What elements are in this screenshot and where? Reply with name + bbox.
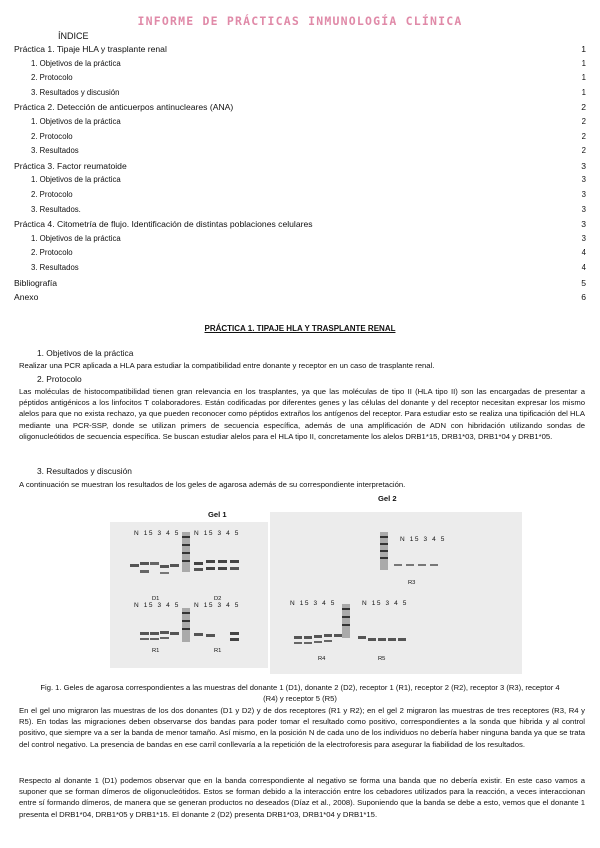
- gel2-image: [270, 512, 522, 674]
- toc-entry[interactable]: [31, 117, 586, 131]
- gel2-bands: [270, 512, 522, 674]
- toc-entry[interactable]: [14, 278, 586, 292]
- toc-entry-page: 3: [581, 204, 586, 214]
- toc-entry-page: 1: [581, 73, 586, 83]
- results-heading: 3. Resultados y discusión: [37, 466, 132, 476]
- toc-entry-title: 1. Objetivos de la práctica: [31, 175, 121, 185]
- toc-entry[interactable]: [14, 102, 586, 116]
- toc-entry-title: 3. Resultados.: [31, 204, 81, 214]
- toc-entry[interactable]: [31, 73, 586, 87]
- results-paragraph-2: Respecto al donante 1 (D1) podemos observar que en la banda correspondiente al negativo se forma una banda que no debería existir. En este caso vamos a suponer que se forman dímeros de oligonucleótidos. Estos se forman debido a la interacción entre los cebadores utilizados para la reacción, a veces interaccionan entre sí formando dímeros, de manera que se generan productos no deseados (Díaz et al., 2008). Suponiendo que la banda se debe a esto, vemos que el donante 1 presenta el DRB1*04, DRB1*05 y DRB1*15. El donante 2 (D2) presenta DRB1*03, DRB1*04 y DRB1*15.: [19, 776, 585, 819]
- toc-entry[interactable]: [31, 146, 586, 160]
- toc-entry-page: 1: [581, 58, 586, 68]
- figure-caption: Fig. 1. Geles de agarosa correspondientes a las muestras del donante 1 (D1), donante 2 (D2), receptor 1 (R1), receptor 2 (R2), receptor 3 (R3), receptor 4 (R4) y receptor 5 (R5): [40, 683, 560, 703]
- toc-entry-title: Práctica 1. Tipaje HLA y trasplante renal: [14, 44, 167, 54]
- toc-entry[interactable]: [31, 59, 586, 73]
- toc-entry-page: 3: [581, 233, 586, 243]
- toc-entry-title: Práctica 2. Detección de anticuerpos antinucleares (ANA): [14, 102, 234, 113]
- toc-entry[interactable]: [31, 205, 586, 219]
- gel1-label-d2: D2: [214, 596, 222, 602]
- toc-entry-title: Bibliografía: [14, 277, 57, 288]
- objectives-heading: 1. Objetivos de la práctica: [37, 348, 134, 358]
- toc-entry-page: 2: [581, 131, 586, 141]
- toc-entry-page: 5: [581, 277, 586, 288]
- toc-entry-title: 2. Protocolo: [31, 131, 73, 141]
- toc-entry[interactable]: [31, 132, 586, 146]
- toc-entry[interactable]: [31, 234, 586, 248]
- objectives-text: Realizar una PCR aplicada a HLA para estudiar la compatibilidad entre donante y receptor en un caso de trasplante renal.: [19, 361, 435, 370]
- toc-entry-title: 3. Resultados: [31, 263, 79, 272]
- results-intro: A continuación se muestran los resultados de los geles de agarosa además de su correspondiente interpretación.: [19, 480, 406, 489]
- gel2-lanes-top: N 15 3 4 5: [400, 536, 446, 543]
- toc-entry-page: 3: [581, 190, 586, 199]
- gel1-lanes-bottom-right: N 15 3 4 5: [194, 602, 240, 609]
- gel2-lanes-bottom-right: N 15 3 4 5: [362, 600, 408, 607]
- toc-entry-title: Anexo: [14, 292, 39, 303]
- gel1-image: [110, 522, 268, 668]
- toc-entry-title: 2. Protocolo: [31, 73, 73, 83]
- toc-entry-title: 3. Resultados: [31, 146, 79, 156]
- toc-entry[interactable]: [14, 292, 586, 306]
- gel2-title: Gel 2: [378, 494, 397, 503]
- protocol-heading: 2. Protocolo: [37, 374, 82, 384]
- toc-entry-page: 6: [581, 292, 586, 303]
- toc-entry-page: 3: [581, 160, 586, 171]
- results-paragraph-1: En el gel uno migraron las muestras de los dos donantes (D1 y D2) y de dos receptores (R1 y R2); en el gel 2 migraron las muestras de tres receptores (R3, R4 y R5). En todas las migraciones deben observarse dos bandas para poder tomar el resultado como positivo, correspondientes a la sonda que hibrida y al control positivo, que siempre va a ser la banda de menor tamaño. Así mismo, en la posición N de cada uno de los individuos no debería haber ninguna banda ya que se trata del control negativo. La presencia de bandas en ese carril conllevaría a la repetición de la electroforesis para asegurar la fiabilidad de los resultados.: [19, 706, 585, 749]
- index-heading: ÍNDICE: [58, 31, 89, 41]
- toc-entry-title: 3. Resultados y discusión: [31, 87, 120, 97]
- toc-entry-page: 2: [581, 117, 586, 126]
- gel1-label-r2: R1: [214, 648, 222, 654]
- gel1-title: Gel 1: [208, 510, 227, 519]
- gel1-label-r1: R1: [152, 648, 160, 654]
- toc-entry[interactable]: [14, 219, 586, 233]
- gel1-label-d1: D1: [152, 596, 160, 602]
- toc-entry-page: 2: [581, 102, 586, 113]
- gel2-label-r4: R4: [318, 656, 326, 662]
- toc-entry-page: 4: [581, 263, 586, 272]
- gel2-label-r3: R3: [408, 580, 416, 586]
- toc-entry-page: 1: [581, 87, 586, 97]
- document-title: INFORME DE PRÁCTICAS INMUNOLOGÍA CLÍNICA: [137, 14, 463, 28]
- toc-entry-title: 1. Objetivos de la práctica: [31, 58, 121, 68]
- toc-entry[interactable]: [14, 44, 586, 58]
- toc-entry-page: 2: [581, 146, 586, 156]
- gel2-label-r5: R5: [378, 656, 386, 662]
- toc-entry-page: 1: [581, 44, 586, 54]
- toc-entry-title: Práctica 3. Factor reumatoide: [14, 160, 127, 171]
- toc-entry-title: 1. Objetivos de la práctica: [31, 117, 121, 126]
- toc-entry[interactable]: [31, 175, 586, 189]
- toc-entry[interactable]: [31, 88, 586, 102]
- toc-entry[interactable]: [31, 190, 586, 204]
- toc-entry[interactable]: [31, 263, 586, 277]
- toc-entry-page: 3: [581, 219, 586, 230]
- toc-entry-title: 2. Protocolo: [31, 190, 73, 199]
- gel1-bands: [110, 522, 268, 668]
- gel1-lanes-top-left: N 15 3 4 5: [134, 530, 180, 537]
- toc-entry-title: 2. Protocolo: [31, 248, 73, 258]
- protocol-text: Las moléculas de histocompatibilidad tienen gran relevancia en los trasplantes, ya que las moléculas de tipo II (HLA tipo II) son las encargadas de presentar a péptidos antigénicos a los linfocitos T colaboradores. Están codificadas por diferentes genes y las células del donante y del receptor necesitan expresar los mismo alelos para que no exista rechazo, ya que pueden reconocer como péptidos extraños los antígenos del receptor. Para estudiar esto se realiza una tipificación del HLA mediante una PCR-SSP, donde se utilizan primers de secuencia específica, además de una amplificación de ADN con hibridación utilizando sondas de oligonucleótidos de secuencia específica. Se buscan estudiar alelos para el HLA tipo II, concretamente los alelos DRB1*15, DRB1*03, DRB1*04 y DRB1*05.: [19, 387, 585, 441]
- gel1-lanes-bottom-left: N 15 3 4 5: [134, 602, 180, 609]
- toc-entry[interactable]: [14, 161, 586, 175]
- toc-entry-page: 3: [581, 175, 586, 185]
- toc-entry-title: 1. Objetivos de la práctica: [31, 233, 121, 243]
- toc-entry-page: 4: [581, 248, 586, 258]
- gel1-lanes-top-right: N 15 3 4 5: [194, 530, 240, 537]
- toc-entry-title: Práctica 4. Citometría de flujo. Identificación de distintas poblaciones celulares: [14, 219, 313, 230]
- gel2-lanes-bottom-left: N 15 3 4 5: [290, 600, 336, 607]
- section-title: PRÁCTICA 1. TIPAJE HLA Y TRASPLANTE RENAL: [204, 324, 396, 333]
- toc-entry[interactable]: [31, 248, 586, 262]
